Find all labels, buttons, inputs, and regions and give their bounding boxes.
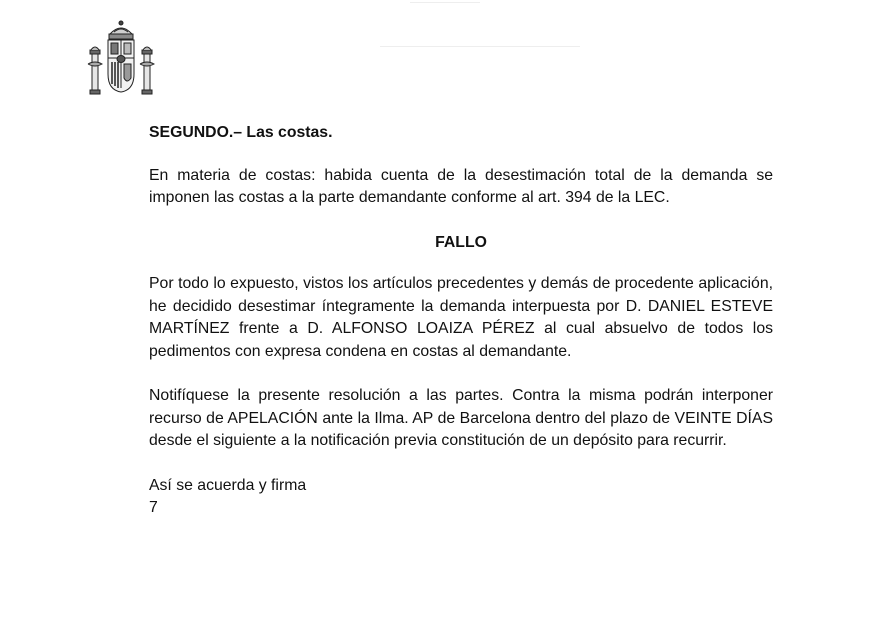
- fallo-paragraph: Por todo lo expuesto, vistos los artículos precedentes y demás de procedente aplicación, he decidido desestimar íntegramente la demanda interpuesta por D. DANIEL ESTEVE MARTÍNEZ frente a D. ALFONSO LOAIZA PÉREZ al cual absuelvo de todos los pedimentos con expresa condena en costas al demandante.: [149, 275, 773, 360]
- scan-artifact: [380, 46, 580, 47]
- fallo-heading: FALLO: [435, 233, 487, 251]
- spanish-coat-of-arms-icon: [84, 18, 158, 98]
- page-number: 7: [149, 499, 158, 516]
- scan-artifact: [410, 2, 480, 3]
- closing-line: Así se acuerda y firma: [149, 476, 307, 494]
- notificacion-paragraph: Notifíquese la presente resolución a las partes. Contra la misma podrán interponer recurso de APELACIÓN ante la Ilma. AP de Barcelona dentro del plazo de VEINTE DÍAS desde el siguiente a la notificación previa constitución de un depósito para recurrir.: [149, 387, 773, 449]
- document-body: [149, 122, 773, 520]
- costas-paragraph: En materia de costas: habida cuenta de la desestimación total de la demanda se imponen las costas a la parte demandante conforme al art. 394 de la LEC.: [149, 166, 773, 206]
- section-heading-segundo: SEGUNDO.– Las costas.: [149, 124, 333, 141]
